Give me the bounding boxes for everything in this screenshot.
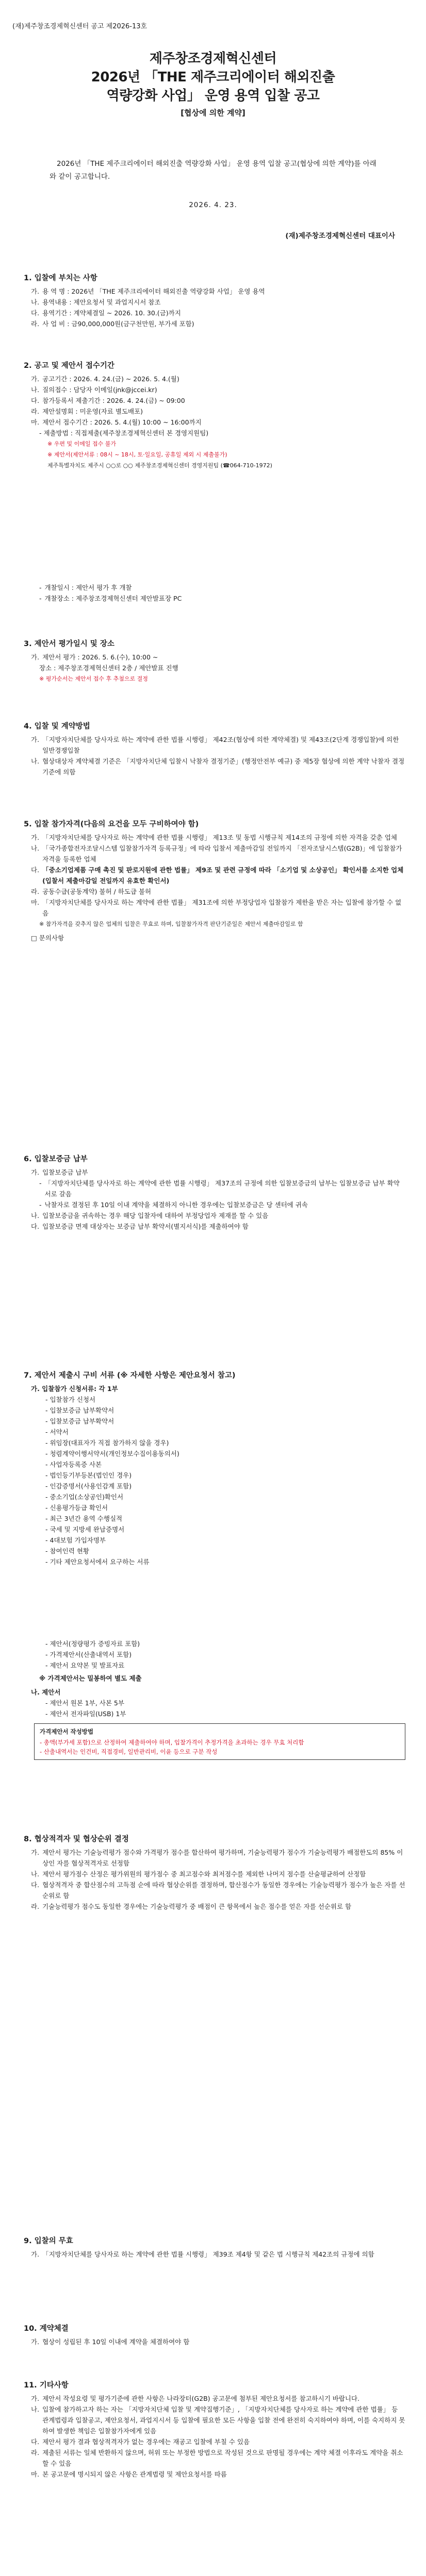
subsection-title: 나. 제안서 bbox=[31, 1688, 61, 1696]
price-guide-box bbox=[34, 1723, 405, 1760]
list-item: - 위임장(대표자가 직접 참가하지 않을 경우) bbox=[45, 1439, 169, 1447]
eval-note: ※ 평가순서는 제안서 접수 후 추첨으로 결정 bbox=[39, 675, 148, 682]
list-item: 다. 「중소기업제품 구매 촉진 및 판로지원에 관한 법률」 제9조 및 관련 규정에 따라 「소기업 및 소상공인」 확인서를 소지한 업체(입찰서 제출마감일 전일까지 유효한 확인서) bbox=[31, 866, 404, 885]
list-item: - 「지방자치단체를 당사자로 하는 계약에 관한 법률 시행령」 제37조의 규정에 의한 입찰보증금의 납부는 입찰보증금 납부 확약서로 갈음 bbox=[39, 1179, 400, 1198]
list-item: 가. 제안서 평가는 기술능력평가 점수와 가격평가 점수를 합산하여 평가하며, 기술능력평가 점수가 기술능력평가 배점한도의 85% 이상인 자를 협상적격자로 선정함 bbox=[31, 1849, 403, 1867]
list-item: - 사업자등록증 사본 bbox=[45, 1461, 102, 1468]
section-title: 8. 협상적격자 및 협상순위 결정 bbox=[24, 1835, 129, 1843]
list-item: - 국세 및 지방세 완납증명서 bbox=[45, 1526, 125, 1533]
title-line-2: 2026년 「THE 제주크리에이터 해외진출 bbox=[91, 70, 335, 85]
list-item: 나. 「국가종합전자조달시스템 입찰참가자격 등록규정」에 따라 입찰서 제출마감일 전일까지 「전자조달시스템(G2B)」에 입찰참가자격을 등록한 업체 bbox=[31, 844, 402, 863]
submission-address: 제주특별자치도 제주시 ○○로 ○○ 제주창조경제혁신센터 경영지원팀 (☎064-710-1972) bbox=[47, 462, 272, 469]
list-item: 라. 제출된 서류는 일체 반환하지 않으며, 허위 또는 부정한 방법으로 작성된 것으로 판명될 경우에는 계약 체결 이후라도 계약을 취소할 수 있음 bbox=[31, 2449, 403, 2467]
list-item: 가. 「지방자치단체를 당사자로 하는 계약에 관한 법률 시행령」 제42조(협상에 의한 계약체결) 및 제43조(2단계 경쟁입찰)에 의한 일반경쟁입찰 bbox=[31, 736, 399, 754]
title-block bbox=[0, 49, 426, 118]
list-item: 라. 공동수급(공동계약) 불허 / 하도급 불허 bbox=[31, 888, 152, 895]
list-item: - 개찰일시 : 제안서 평가 후 개찰 bbox=[39, 584, 132, 591]
submission-method: - 제출방법 : 직접제출(제주창조경제혁신센터 본 경영지원팀) bbox=[39, 429, 209, 437]
list-item: - 제안서(정량평가 증빙자료 포함) bbox=[45, 1640, 140, 1648]
contact-label: □ 문의사항 bbox=[31, 934, 64, 942]
section-7 bbox=[24, 1370, 405, 1567]
section-title: 4. 입찰 및 계약방법 bbox=[24, 722, 90, 731]
list-item: 장소 : 제주창조경제혁신센터 2층 / 제안발표 진행 bbox=[39, 664, 178, 672]
section-title: 6. 입찰보증금 납부 bbox=[24, 1155, 88, 1163]
list-item: 가. 제안서 평가 : 2026. 5. 6.(수), 10:00 ~ bbox=[31, 653, 158, 661]
list-item: 라. 제안설명회 : 미운영(자료 별도배포) bbox=[31, 408, 143, 415]
intro-paragraph: 2026년 「THE 제주크리에이터 해외진출 역량강화 사업」 운영 용역 입찰 공고(협상에 의한 계약)를 아래와 같이 공고합니다. bbox=[50, 160, 376, 181]
eligibility-note: ※ 참가자격을 갖추지 않은 업체의 입찰은 무효로 하며, 입찰참가자격 판단기준일은 제안서 제출마감일로 함 bbox=[39, 921, 303, 927]
section-10 bbox=[24, 2324, 405, 2347]
section-title: 5. 입찰 참가자격(다음의 요건을 모두 구비하여야 함) bbox=[24, 820, 199, 828]
list-item: 라. 사 업 비 : 금90,000,000원(금구천만원, 부가세 포함) bbox=[31, 320, 194, 328]
required-docs-list bbox=[39, 1394, 405, 1567]
list-item: 나. 용역내용 : 제안요청서 및 과업지시서 참조 bbox=[31, 298, 161, 306]
list-item: 가. 용 역 명 : 2026년 「THE 제주크리에이터 해외진출 역량강화 사업」 운영 용역 bbox=[31, 287, 265, 295]
list-item: 다. 협상적격자 중 합산점수의 고득점 순에 따라 협상순위를 결정하며, 합산점수가 동일한 경우에는 기술능력평가 점수가 높은 자를 선순위로 함 bbox=[31, 1881, 405, 1900]
issuing-org: (재)제주창조경제혁신센터 대표이사 bbox=[285, 232, 395, 240]
section-title: 7. 제안서 제출시 구비 서류 (※ 자세한 사항은 제안요청서 참고) bbox=[24, 1371, 236, 1380]
list-item: 나. 협상대상자 계약체결 기준은 「지방자치단체 입찰시 낙찰자 결정기준」(행정안전부 예규) 중 제5장 협상에 의한 계약 낙찰자 결정기준에 의함 bbox=[31, 757, 405, 776]
section-2-opening bbox=[24, 582, 405, 604]
proposal-docs-list bbox=[39, 1638, 405, 1671]
list-item: 나. 제안서 평가점수 산정은 평가위원의 평가점수 중 최고점수와 최저점수를 제외한 나머지 점수를 산술평균하여 산정함 bbox=[31, 1870, 366, 1878]
list-item: 나. 입찰보증금을 귀속하는 경우 해당 입찰자에 대하여 부정당업자 제재를 할 수 있음 bbox=[31, 1212, 269, 1219]
section-8 bbox=[24, 1834, 405, 1912]
list-item: 가. 제안서 작성요령 및 평가기준에 관한 사항은 나라장터(G2B) 공고문에 첨부된 제안요청서를 참고하시기 바랍니다. bbox=[31, 2395, 360, 2402]
list-item: - 서약서 bbox=[45, 1428, 69, 1436]
proposal-copies-list bbox=[39, 1698, 405, 1719]
list-item: - 제안서 원본 1부, 사본 5부 bbox=[45, 1699, 124, 1707]
subtitle: [협상에 의한 계약] bbox=[181, 108, 245, 117]
section-title: 10. 계약체결 bbox=[24, 2325, 69, 2333]
section-title: 11. 기타사항 bbox=[24, 2381, 69, 2389]
list-item: 다. 입찰보증금 면제 대상자는 보증금 납부 확약서(별지서식)를 제출하여야 함 bbox=[31, 1223, 249, 1230]
list-item: - 청렴계약이행서약서(개인정보수집이용동의서) bbox=[45, 1450, 179, 1458]
box-text: - 총액(부가세 포함)으로 산정하여 제출하여야 하며, 입찰가격이 추정가격을 초과하는 경우 무효 처리함 bbox=[40, 1739, 304, 1746]
list-item: 다. 용역기간 : 계약체결일 ~ 2026. 10. 30.(금)까지 bbox=[31, 309, 181, 317]
section-1 bbox=[24, 273, 405, 329]
list-item: - 4대보험 가입자명부 bbox=[45, 1536, 106, 1544]
list-item: 가. 「지방자치단체를 당사자로 하는 계약에 관한 법률 시행령」 제39조 제4항 및 같은 법 시행규칙 제42조의 규정에 의함 bbox=[31, 2250, 374, 2258]
list-item: 마. 제안서 접수기간 : 2026. 5. 4.(월) 10:00 ~ 16:00까지 bbox=[31, 418, 202, 426]
list-item: - 가격제안서(산출내역서 포함) bbox=[45, 1651, 132, 1658]
section-5 bbox=[24, 819, 405, 943]
list-item: 라. 기술능력평가 점수도 동일한 경우에는 기술능력평가 중 배점이 큰 항목에서 높은 점수를 얻은 자를 선순위로 함 bbox=[31, 1903, 352, 1910]
title-line-3: 역량강화 사업」 운영 용역 입찰 공고 bbox=[106, 88, 320, 104]
list-item: 나. 입찰에 참가하고자 하는 자는 「지방자치단체 입찰 및 계약집행기준」, 「지방자치단체를 당사자로 하는 계약에 관한 법률」 등 관계법령과 입찰공고, 제안요청서, 과업지시서 등 입찰에 필요한 모든 사항을 입찰 전에 완전히 숙지하여야 하며, 이를 숙지하지 못하여 발생한 책임은 입찰참가자에게 있음 bbox=[31, 2405, 405, 2435]
list-item: - 입찰보증금 납부확약서 bbox=[45, 1406, 114, 1414]
list-item: 가. 공고기간 : 2026. 4. 24.(금) ~ 2026. 5. 4.(월) bbox=[31, 375, 179, 383]
section-title: 9. 입찰의 무효 bbox=[24, 2237, 73, 2245]
notice-number: (재)제주창조경제혁신센터 공고 제2026-13호 bbox=[12, 23, 148, 30]
box-title: 가격제안서 작성방법 bbox=[40, 1728, 93, 1735]
list-item: 다. 제안서 평가 결과 협상적격자가 없는 경우에는 재공고 입찰에 부칠 수 있음 bbox=[31, 2438, 250, 2446]
list-item: - 입찰참가 신청서 bbox=[45, 1396, 95, 1403]
list-item: - 개찰장소 : 제주창조경제혁신센터 제안발표장 PC bbox=[39, 595, 182, 602]
submission-note-2: ※ 제안서(제안서류 : 08시 ~ 18시, 토·일요일, 공휴일 제외 시 제출불가) bbox=[47, 451, 227, 458]
list-item: - 신용평가등급 확인서 bbox=[45, 1504, 108, 1512]
section-title: 1. 입찰에 부치는 사항 bbox=[24, 274, 97, 282]
notice-date: 2026. 4. 23. bbox=[189, 201, 237, 209]
section-title: 2. 공고 및 제안서 접수기간 bbox=[24, 362, 114, 370]
list-item: - 제안서 요약본 및 발표자료 bbox=[45, 1662, 125, 1669]
list-item: 마. 본 공고문에 명시되지 않은 사항은 관계법령 및 제안요청서를 따름 bbox=[31, 2470, 227, 2478]
price-note: ※ 가격제안서는 밀봉하여 별도 제출 bbox=[39, 1674, 142, 1682]
list-item: 가. 협상이 성립된 후 10일 이내에 계약을 체결하여야 함 bbox=[31, 2338, 190, 2346]
section-title: 3. 제안서 평가일시 및 장소 bbox=[24, 640, 114, 648]
list-item: 마. 「지방자치단체를 당사자로 하는 계약에 관한 법률」 제31조에 의한 부정당업자 입찰참가 제한을 받은 자는 입찰에 참가할 수 없음 bbox=[31, 899, 402, 917]
list-item: 가. 입찰보증금 납부 bbox=[31, 1168, 88, 1176]
list-item: - 기타 제안요청서에서 요구하는 서류 bbox=[45, 1558, 150, 1566]
list-item: - 참여인력 현황 bbox=[45, 1547, 89, 1555]
section-11 bbox=[24, 2380, 405, 2480]
list-item: 가. 「지방자치단체를 당사자로 하는 계약에 관한 법률 시행령」 제13조 및 동법 시행규칙 제14조의 규정에 의한 자격을 갖춘 업체 bbox=[31, 834, 397, 841]
section-4 bbox=[24, 721, 405, 777]
list-item: 다. 참가등록서 제출기간 : 2026. 4. 24.(금) ~ 09:00 bbox=[31, 397, 185, 404]
list-item: - 최근 3년간 용역 수행실적 bbox=[45, 1515, 123, 1522]
box-text-2: - 산출내역서는 인건비, 직접경비, 일반관리비, 이윤 등으로 구분 작성 bbox=[40, 1748, 218, 1755]
list-item: - 입찰보증금 납부확약서 bbox=[45, 1417, 114, 1425]
submission-note: ※ 우편 및 이메일 접수 불가 bbox=[47, 440, 116, 447]
list-item: - 낙찰자로 결정된 후 10일 이내 계약을 체결하지 아니한 경우에는 입찰보증금은 당 센터에 귀속 bbox=[39, 1201, 308, 1209]
section-6 bbox=[24, 1154, 405, 1232]
list-item: 나. 질의접수 : 담당자 이메일(jnk@jccei.kr) bbox=[31, 386, 157, 394]
title-line-1: 제주창조경제혁신센터 bbox=[149, 51, 277, 66]
subsection-title: 가. 입찰참가 신청서류: 각 1부 bbox=[31, 1385, 118, 1393]
section-9 bbox=[24, 2236, 405, 2260]
list-item: - 법인등기부등본(법인인 경우) bbox=[45, 1471, 132, 1479]
section-2 bbox=[24, 361, 405, 471]
section-7-proposal bbox=[24, 1638, 405, 1764]
list-item: - 인감증명서(사용인감계 포함) bbox=[45, 1482, 132, 1490]
section-3 bbox=[24, 639, 405, 684]
list-item: - 중소기업(소상공인)확인서 bbox=[45, 1493, 124, 1501]
list-item: - 제안서 전자파일(USB) 1부 bbox=[45, 1710, 126, 1718]
